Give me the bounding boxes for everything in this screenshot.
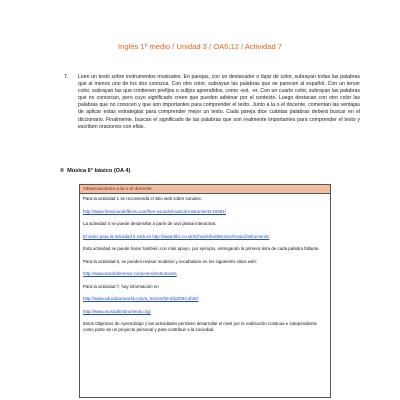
- resource-link[interactable]: http://www.educationworld.com/a_lesson/00-2/lp2063.shtml: [83, 296, 199, 301]
- observation-text: Esta actividad se puede hacer también con más apoyo, por ejemplo, entregando la primera letra de cada palabra faltante.: [83, 246, 320, 251]
- resource-link[interactable]: http://www.wordreference.com/enes/instruments: [83, 271, 177, 276]
- activity-item: [64, 74, 360, 131]
- observation-text: La actividad 4 se puede desarrollar a partir de una planta interactiva.: [83, 221, 217, 226]
- activity-number: 7.: [64, 74, 69, 80]
- observation-text: Para la actividad 6, se pueden revisar modelos y vocabulario en los siguientes sitios web:: [83, 258, 258, 264]
- subject-label: Música 6° básico (OA 4): [67, 168, 131, 174]
- page-title: Inglés 1º medio / Unidad 3 / OA6;12 / Actividad 7: [117, 42, 283, 51]
- subject-heading: [60, 168, 130, 174]
- bullet-icon: ®: [60, 168, 65, 174]
- observations-heading: Observaciones a la o el docente: [80, 185, 330, 194]
- teacher-observations-box: [79, 184, 331, 398]
- activity-text: Leen un texto sobre instrumentos musicales. En parejas, con un destacador o lápiz de color, subrayan todas las palabras que al menos uno de los dos conozca. Con otro color, subrayan las palabras que se parecen al español. Con un tercer color, subrayan las que contienen prefijos o sufijos aprendidos, como -est, -er. Con un cuarto color, subrayan las palabras que no conozcan, pero cuyo significado creen que pueden adivinar por el contexto. Luego destacan con otro color las palabras que no conocen y que son importantes para comprender el texto. Junto a la o el docente, comentan las ventajas de aplicar estas estrategias para comprender mejor un texto. Cada pareja dice cuántas palabras deberá buscar en el diccionario. Finalmente, buscan el significado de las palabras que son realmente importantes para comprender el texto y escriben oraciones con ellas.: [78, 74, 360, 130]
- resource-link[interactable]: El video para la actividad 5 está en http://www.bbc.co.uk/schools/ks2bitesize/music/instruments/: [83, 233, 270, 239]
- observation-text: Para la actividad 1 se recomienda el sitio web sobre sonidos:: [83, 196, 202, 201]
- observation-text: Para la actividad 7, hay información en: [83, 283, 159, 289]
- observations-body: [80, 194, 330, 342]
- observation-text: Estos Objetivos de Aprendizaje y las actividades permiten desarrollar el nivel por la realización continua e independiente como parte de un proyecto personal y para contribuir a la sociedad.: [83, 321, 318, 332]
- resource-link[interactable]: http://www.musicalinstruments.org/: [83, 308, 151, 314]
- resource-link[interactable]: http://www.freesoundeffects.com/free-sounds/musical-instruments-10061/: [83, 208, 226, 214]
